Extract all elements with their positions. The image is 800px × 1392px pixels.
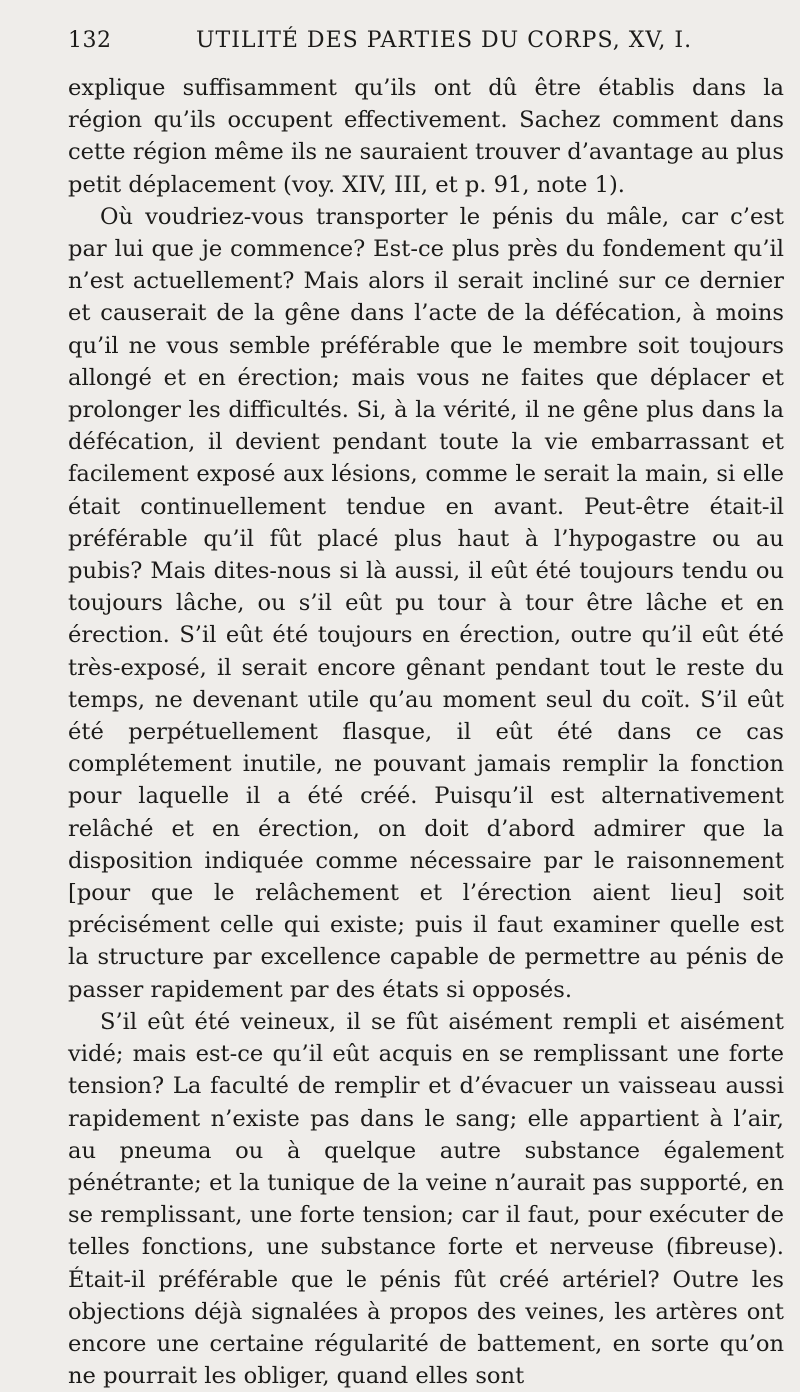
paragraph-1: explique suffisamment qu’ils ont dû être établis dans la région qu’ils occupent effectivement. Sachez comment dans cette région même ils ne sauraient trouver d’avantage au plus petit déplacement (voy. XIV, III, et p. 91, note 1). — [68, 75, 784, 198]
body-text — [68, 72, 784, 1392]
paragraph-3: S’il eût été veineux, il se fût aisément rempli et aisément vidé; mais est-ce qu’il eût acquis en se remplissant une forte tension? La faculté de remplir et d’évacuer un vaisseau aussi rapidement n’existe pas dans le sang; elle appartient à l’air, au pneuma ou à quelque autre substance également pénétrante; et la tunique de la veine n’aurait pas supporté, en se remplissant, une forte tension; car il faut, pour exécuter de telles fonctions, une substance forte et nerveuse (fibreuse). Était-il préférable que le pénis fût créé artériel? Outre les objections déjà signalées à propos des veines, les artères ont encore une certaine régularité de battement, en sorte qu’on ne pourrait les obliger, quand elles sont — [68, 1008, 784, 1390]
page-number: 132 — [68, 28, 112, 53]
running-head: UTILITÉ DES PARTIES DU CORPS, XV, I. — [196, 28, 693, 53]
page-header — [68, 28, 784, 72]
paragraph-2: Où voudriez-vous transporter le pénis du mâle, car c’est par lui que je commence? Est-ce plus près du fondement qu’il n’est actuellement? Mais alors il serait incliné sur ce dernier et causerait de la gêne dans l’acte de la défécation, à moins qu’il ne vous semble préférable que le membre soit toujours allongé et en érection; mais vous ne faites que déplacer et prolonger les difficultés. Si, à la vérité, il ne gêne plus dans la défécation, il devient pendant toute la vie embarrassant et facilement exposé aux lésions, comme le serait la main, si elle était continuellement tendue en avant. Peut-être était-il préférable qu’il fût placé plus haut à l’hypogastre ou au pubis? Mais dites-nous si là aussi, il eût été toujours tendu ou toujours lâche, ou s’il eût pu tour à tour être lâche et en érection. S’il eût été toujours en érection, outre qu’il eût été très-exposé, il serait encore gênant pendant tout le reste du temps, ne devenant utile qu’au moment seul du coït. S’il eût été perpétuellement flasque, il eût été dans ce cas complétement inutile, ne pouvant jamais remplir la fonction pour laquelle il a été créé. Puisqu’il est alternativement relâché et en érection, on doit d’abord admirer que la disposition indiquée comme nécessaire par le raisonnement [pour que le relâchement et l’érection aient lieu] soit précisément celle qui existe; puis il faut examiner quelle est la structure par excellence capable de permettre au pénis de passer rapidement par des états si opposés. — [68, 203, 784, 1003]
